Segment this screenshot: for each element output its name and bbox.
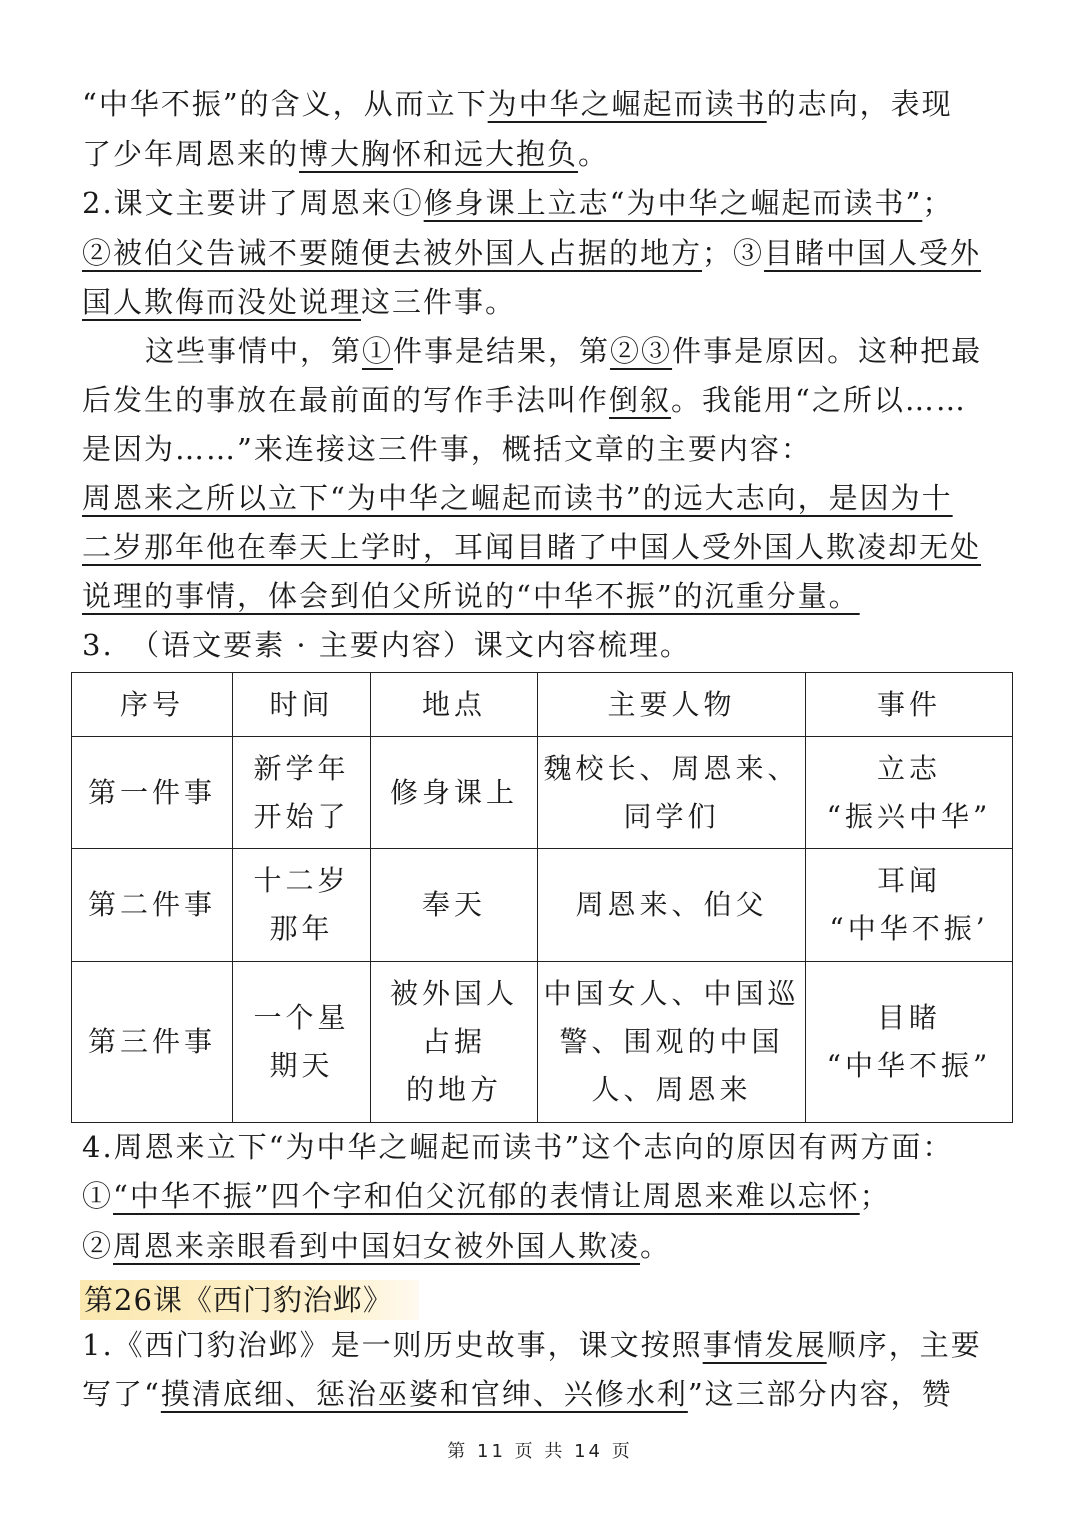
table-header-row bbox=[72, 673, 1013, 737]
underlined-answer: “中华不振”四个字和伯父沉郁的表情让周恩来难以忘怀 bbox=[113, 1179, 860, 1213]
table-cell: 第二件事 bbox=[72, 849, 233, 962]
underlined-answer: ②被伯父告诫不要随便去被外国人占据的地方 bbox=[82, 236, 703, 270]
table-row bbox=[72, 962, 1013, 1123]
question-3-title: 3. （语文要素 · 主要内容）课文内容梳理。 bbox=[82, 628, 691, 662]
underlined-answer: 倒叙 bbox=[609, 383, 672, 417]
table-cell: 魏校长、周恩来、 同学们 bbox=[538, 737, 806, 849]
table-cell: 第三件事 bbox=[72, 962, 233, 1123]
question-4-title: 4.周恩来立下“为中华之崛起而读书”这个志向的原因有两方面： bbox=[82, 1130, 954, 1164]
text-line: ①“中华不振”四个字和伯父沉郁的表情让周恩来难以忘怀； bbox=[82, 1179, 891, 1213]
underlined-answer: ②③ bbox=[610, 334, 673, 368]
header-cell: 主要人物 bbox=[538, 673, 806, 737]
table-cell: 目睹 “中华不振” bbox=[806, 962, 1013, 1123]
table-cell: 修身课上 bbox=[371, 737, 538, 849]
underlined-answer: 周恩来之所以立下“为中华之崛起而读书”的远大志向，是因为十 bbox=[82, 481, 953, 515]
table-cell: 新学年 开始了 bbox=[233, 737, 371, 849]
text-line: ②被伯父告诫不要随便去被外国人占据的地方；③目睹中国人受外 bbox=[82, 236, 982, 270]
table-cell: 立志 “振兴中华” bbox=[806, 737, 1013, 849]
underlined-answer: 二岁那年他在奉天上学时，耳闻目睹了中国人受外国人欺凌却无处 bbox=[82, 530, 982, 564]
text-line: 了少年周恩来的博大胸怀和远大抱负。 bbox=[82, 137, 610, 171]
underlined-answer: 修身课上立志“为中华之崛起而读书” bbox=[423, 186, 923, 220]
underlined-answer: 为中华之崛起而读书 bbox=[487, 87, 767, 121]
table-cell: 第一件事 bbox=[72, 737, 233, 849]
underlined-answer: 摸清底细、惩治巫婆和官绅、兴修水利 bbox=[160, 1377, 688, 1411]
table-row bbox=[72, 737, 1013, 849]
text-line: 后发生的事放在最前面的写作手法叫作倒叙。我能用“之所以…… bbox=[82, 383, 967, 417]
text-line: 写了“摸清底细、惩治巫婆和官绅、兴修水利”这三部分内容，赞 bbox=[82, 1377, 953, 1411]
lesson-heading: 第26课《西门豹治邺》 bbox=[80, 1280, 419, 1320]
table-cell: 耳闻 “中华不振’ bbox=[806, 849, 1013, 962]
content-table bbox=[71, 672, 1013, 1123]
underlined-answer: 说理的事情，体会到伯父所说的“中华不振”的沉重分量。 bbox=[82, 579, 860, 613]
underlined-answer: 目睹中国人受外 bbox=[764, 236, 982, 270]
table-row bbox=[72, 849, 1013, 962]
text-line bbox=[82, 576, 1012, 616]
underlined-answer: 周恩来亲眼看到中国妇女被外国人欺凌 bbox=[113, 1229, 641, 1263]
table-cell: 被外国人 占据 的地方 bbox=[371, 962, 538, 1123]
text-line bbox=[82, 478, 1012, 518]
table-cell: 周恩来、伯父 bbox=[538, 849, 806, 962]
table-cell: 中国女人、中国巡 警、围观的中国 人、周恩来 bbox=[538, 962, 806, 1123]
page-number-footer: 第 11 页 共 14 页 bbox=[447, 1441, 633, 1462]
underlined-answer: 国人欺侮而没处说理 bbox=[82, 285, 362, 319]
table-cell: 奉天 bbox=[371, 849, 538, 962]
underlined-answer: 博大胸怀和远大抱负 bbox=[299, 137, 579, 171]
text-line: 是因为……”来连接这三件事，概括文章的主要内容： bbox=[82, 432, 812, 466]
text-line bbox=[82, 527, 1012, 567]
table-cell: 一个星 期天 bbox=[233, 962, 371, 1123]
question-2-line: 2.课文主要讲了周恩来①修身课上立志“为中华之崛起而读书”； bbox=[82, 186, 954, 220]
text-line: 这些事情中，第①件事是结果，第②③件事是原因。这种把最 bbox=[145, 334, 983, 368]
table-cell: 十二岁 那年 bbox=[233, 849, 371, 962]
text-line: 国人欺侮而没处说理这三件事。 bbox=[82, 285, 517, 319]
header-cell: 事件 bbox=[806, 673, 1013, 737]
text-line: “中华不振”的含义，从而立下为中华之崛起而读书的志向，表现 bbox=[82, 87, 953, 121]
header-cell: 序号 bbox=[72, 673, 233, 737]
text-line: 1.《西门豹治邺》是一则历史故事，课文按照事情发展顺序，主要 bbox=[82, 1328, 982, 1362]
text-line: ②周恩来亲眼看到中国妇女被外国人欺凌。 bbox=[82, 1229, 672, 1263]
underlined-answer: ① bbox=[362, 334, 394, 368]
header-cell: 地点 bbox=[371, 673, 538, 737]
underlined-answer: 事情发展 bbox=[702, 1328, 827, 1362]
header-cell: 时间 bbox=[233, 673, 371, 737]
